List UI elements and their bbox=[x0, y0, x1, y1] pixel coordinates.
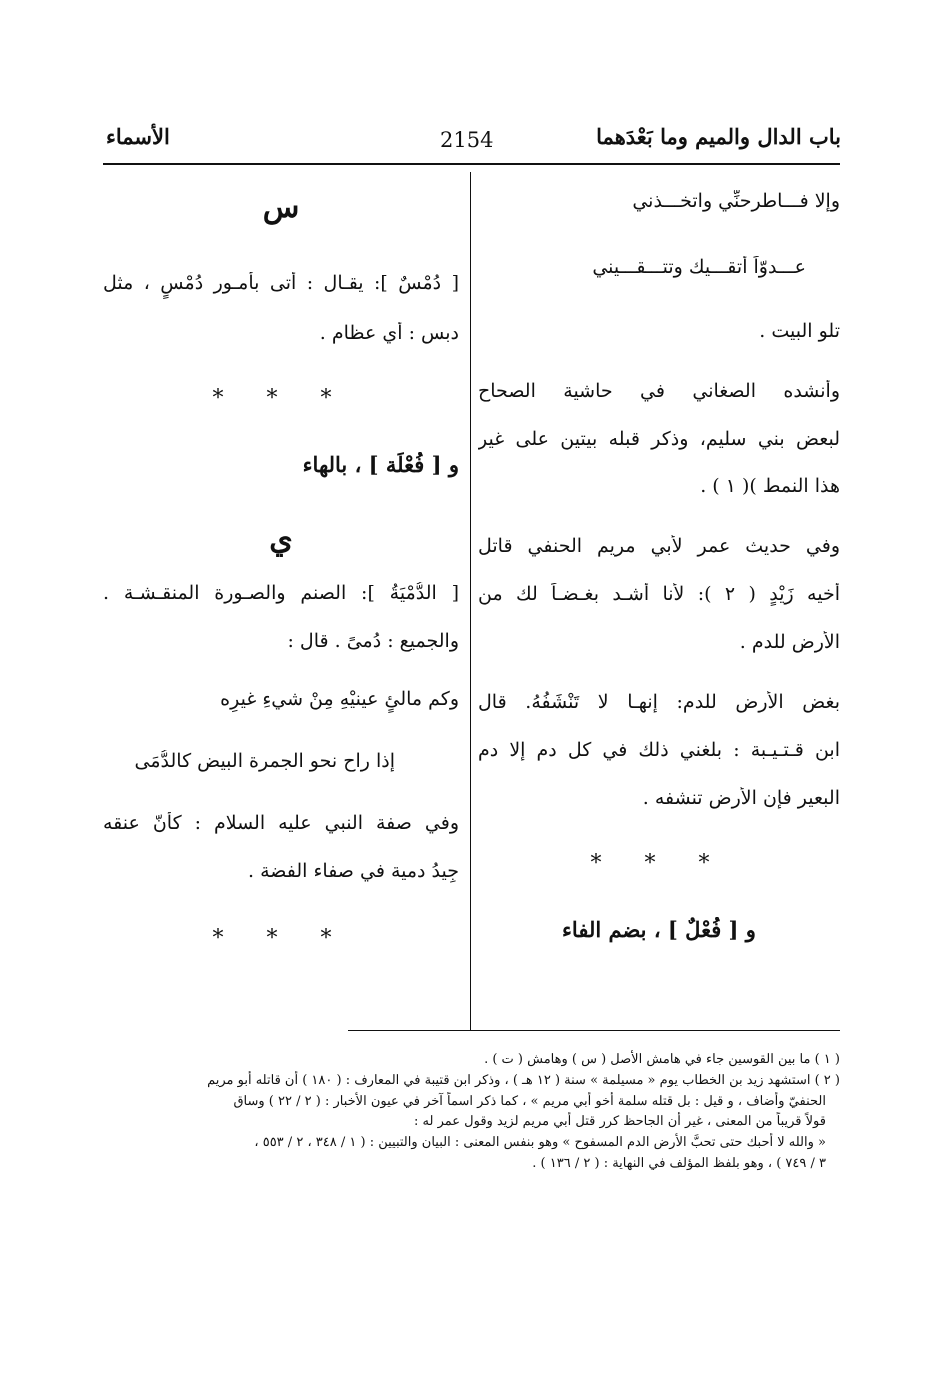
entry-line: [ دُمْسٌ ]: يقـال : أتى بأمـور دُمْسٍ ، مثل bbox=[103, 272, 459, 294]
verse-line: وإلا فـــاطرحنِّي واتخـــذني bbox=[632, 190, 840, 212]
entry-line: والجميع : دُمىً . قال : bbox=[287, 630, 459, 652]
right-column bbox=[478, 186, 840, 951]
header-rule bbox=[103, 163, 840, 165]
entry-line: دبس : أي عظام . bbox=[319, 322, 459, 344]
section-title: الأسماء bbox=[106, 124, 170, 149]
paragraph-line: ابن قـتـيـبة : بلغني ذلك في كل دم إلا دم bbox=[478, 739, 840, 761]
footnotes bbox=[103, 1050, 840, 1175]
footnote-line: « والله لا أحبك حتى تحبَّ الأرض الدم المسفوح » وهو بنفس المعنى : البيان والتبيين : ( ١ / ٣٤٨ ، ٢ / ٥٥٣ ، bbox=[254, 1135, 826, 1151]
footnote-line: ( ١ ) ما بين القوسين جاء في هامش الأصل ( س ) وهامش ( ت ) . bbox=[484, 1052, 840, 1067]
footnote-line: ( ٢ ) استشهد زيد بن الخطاب يوم « مسيلمة » سنة ( ١٢ هـ ) ، وذكر ابن قتيبة في المعارف : ( ١٨٠ ) أن قاتله أبو مريم bbox=[207, 1072, 840, 1088]
section-heading: و [ فُعْلَة ] ، بالهاء bbox=[302, 452, 459, 477]
section-separator: * * * bbox=[212, 926, 350, 951]
paragraph-line: أخيه زَيْدٍ ( ٢ ): لأنا أشـد بغـضـاً لك من bbox=[478, 583, 840, 605]
footnote-line: ٣ / ٧٤٩ ) ، وهو بلفظ المؤلف في النهاية : ( ٢ / ١٣٦ ) . bbox=[532, 1155, 826, 1171]
column-divider bbox=[470, 172, 471, 1030]
entry-line: وفي صفة النبي عليه السلام : كأنّ عنقه bbox=[103, 812, 459, 834]
verse-line: إذا راح نحو الجمرة البيض كالدُّمَى bbox=[134, 750, 395, 772]
letter-heading: س bbox=[262, 190, 300, 225]
footnote-rule bbox=[348, 1030, 840, 1031]
verse-line: وكم مالئٍ عينيْهِ مِنْ شيءِ غيرِه bbox=[220, 688, 459, 710]
chapter-title: باب الدال والميم وما بَعْدَهما bbox=[596, 124, 841, 149]
section-separator: * * * bbox=[590, 851, 728, 876]
letter-heading: ي bbox=[269, 522, 293, 557]
left-column bbox=[103, 186, 459, 956]
entry-line: [ الدُّمْيَةُ ]: الصنم والصـورة المنقـشـة . bbox=[103, 582, 459, 604]
footnote-line: الحنفيّ وأضاف ، و قيل : بل قتله سلمة أخو أبي مريم » ، كما ذكر اسماً آخر في عيون الأخبار : ( ٢ / ٢٢ ) وساق bbox=[233, 1093, 826, 1109]
paragraph-line: هذا النمط )( ١ ) . bbox=[700, 475, 840, 497]
paragraph-line: تلو البيت . bbox=[759, 320, 840, 342]
paragraph-line: وفي حديث عمر لأبي مريم الحنفي قاتل bbox=[478, 535, 840, 557]
verse-line: عـــدوّاً أتقـــيك وتتـــقـــيني bbox=[592, 256, 806, 278]
page-number: 2154 bbox=[440, 128, 494, 152]
section-heading: و [ فُعْلٌ ] ، بضم الفاء bbox=[562, 917, 756, 942]
paragraph-line: بغض الأرض للدم: إنهـا لا تَنْشَفُهُ. قال bbox=[478, 691, 840, 713]
paragraph-line: الأرض للدم . bbox=[739, 631, 840, 653]
paragraph-line: البعير فإن الأرض تنشفه . bbox=[642, 787, 840, 809]
paragraph-line: وأنشده الصغاني في حاشية الصحاح bbox=[478, 380, 840, 402]
entry-line: جِيدُ دمية في صفاء الفضة . bbox=[248, 860, 459, 882]
section-separator: * * * bbox=[212, 386, 350, 411]
footnote-line: قولاً قريباً من المعنى ، غير أن الجاحظ كرر قتل أبي مريم لزيد وقول عمر له : bbox=[414, 1114, 826, 1130]
paragraph-line: لبعض بني سليم، وذكر قبله بيتين على غير bbox=[478, 428, 840, 450]
